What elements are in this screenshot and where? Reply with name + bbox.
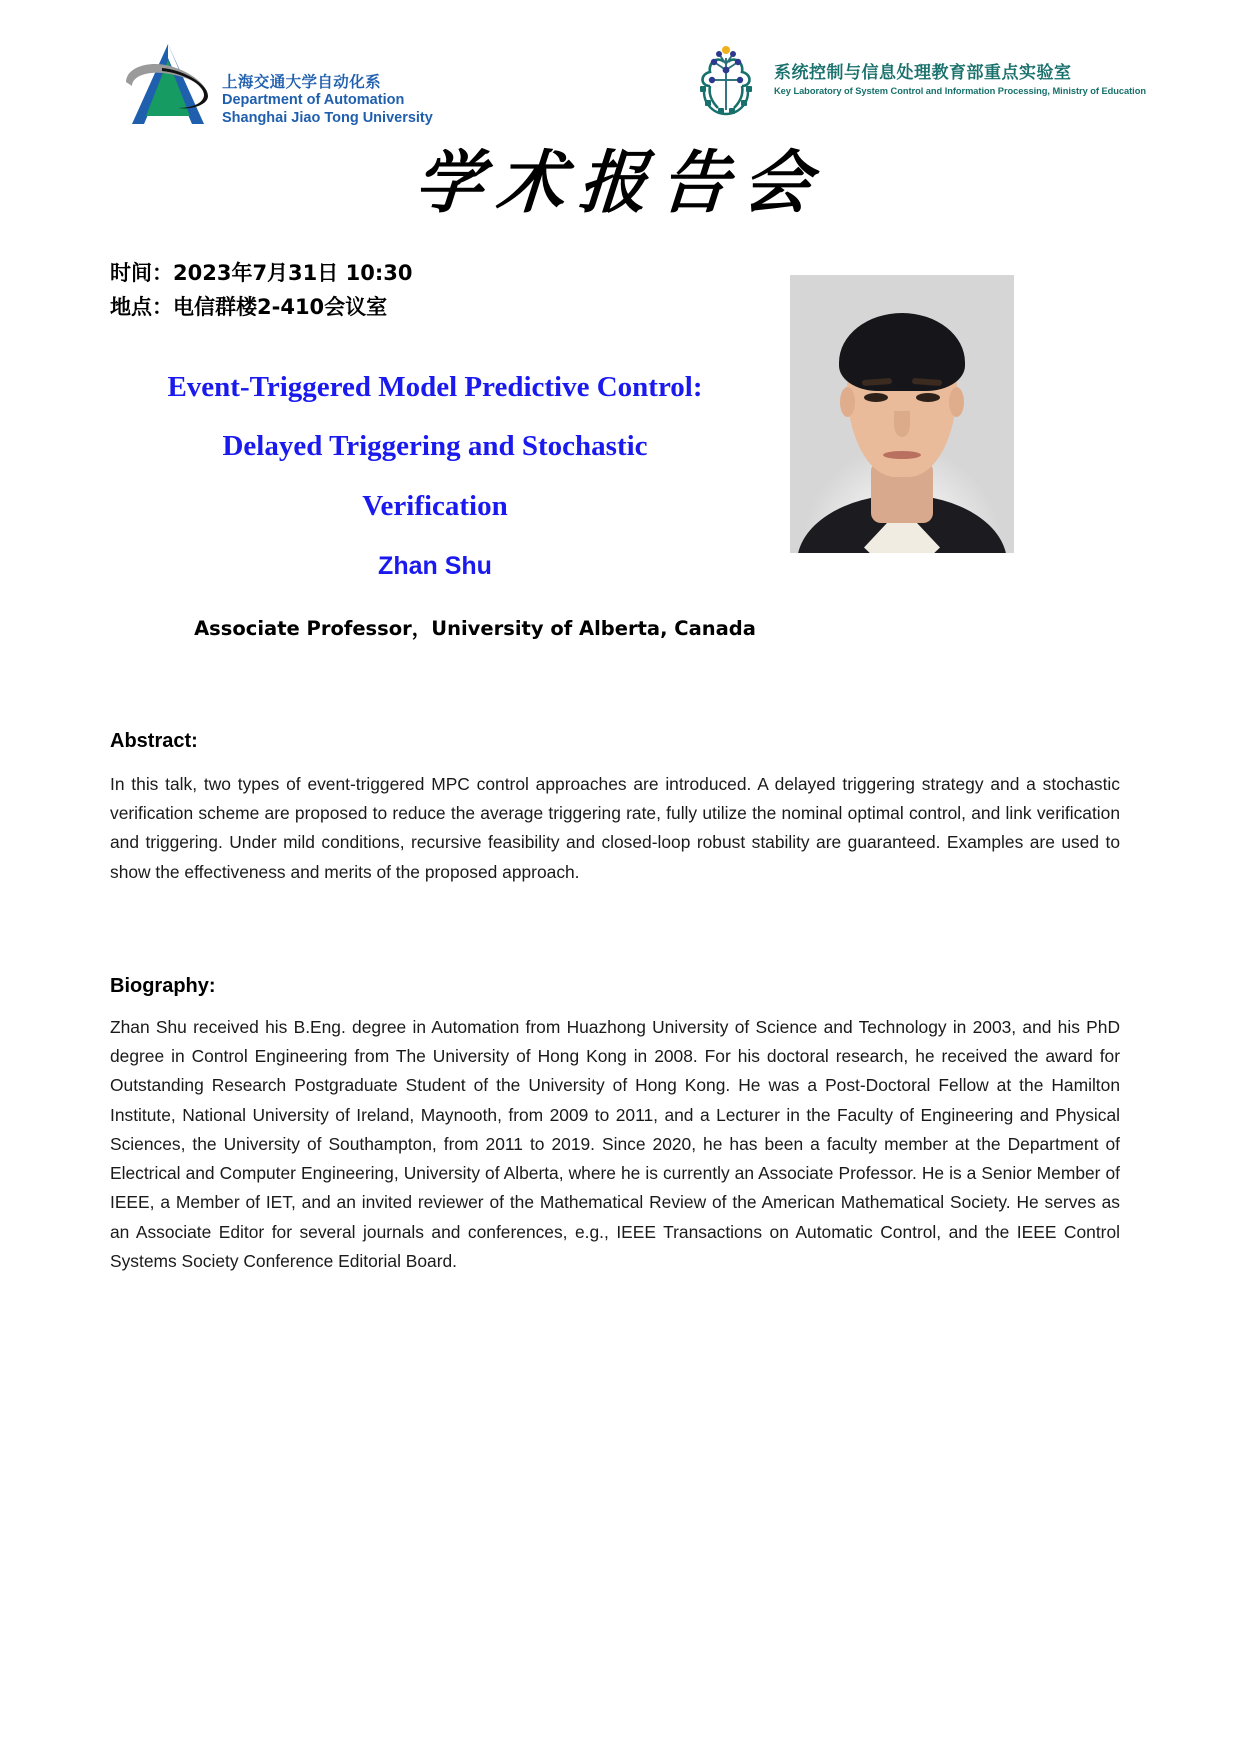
event-place: 地点：电信群楼2-410会议室 (110, 295, 388, 320)
portrait-eye-left (864, 393, 888, 402)
banner-title: 学术报告会 (412, 143, 828, 223)
portrait-mouth (883, 451, 921, 459)
event-meta (110, 256, 412, 324)
sjtu-logo-icon (122, 38, 214, 130)
key-laboratory-logo-cn: 系统控制与信息处理教育部重点实验室 (774, 63, 1072, 84)
sjtu-automation-logo (122, 38, 433, 130)
talk-title-line-3: Verification (362, 489, 508, 522)
key-laboratory-logo (688, 40, 1146, 116)
talk-title-line-2: Delayed Triggering and Stochastic (222, 430, 648, 463)
portrait-eye-right (916, 393, 940, 402)
speaker-affiliation: Associate Professor，University of Alberta, Canada (194, 617, 756, 640)
biography-heading: Biography: (110, 975, 216, 997)
event-time: 时间：2023年7月31日 10:30 (110, 261, 413, 285)
sjtu-logo-text (222, 73, 433, 130)
biography-body: Zhan Shu received his B.Eng. degree in Automation from Huazhong University of Science and Technology in 2003, and his PhD degree in Control Engineering from The University of Hong Kong in 2008. For his doctoral research, he received the award for Outstanding Research Postgraduate Student of the University of Hong Kong. He was a Post-Doctoral Fellow at the Hamilton Institute, National University of Ireland, Maynooth, from 2009 to 2011, and a Lecturer in the Faculty of Engineering and Physical Sciences, the University of Southampton, from 2011 to 2019. Since 2020, he has been a faculty member at the Department of Electrical and Computer Engineering, University of Alberta, where he is currently an Associate Professor. He is a Senior Member of IEEE, a Member of IET, and an invited reviewer of the Mathematical Review of the American Mathematical Society. He serves as an Associate Editor for several journals and conferences, e.g., IEEE Transactions on Automatic Control, and the IEEE Control Systems Society Conference Editorial Board. (110, 1017, 1120, 1271)
sjtu-logo-cn: 上海交通大学自动化系 (222, 72, 382, 91)
portrait-hair (839, 313, 965, 391)
abstract-heading: Abstract: (110, 730, 198, 752)
talk-title (90, 358, 780, 536)
sjtu-logo-en2: Shanghai Jiao Tong University (222, 109, 433, 126)
speaker-portrait (790, 275, 1014, 553)
poster-header (0, 0, 1240, 150)
talk-title-line-1: Event-Triggered Model Predictive Control: (167, 371, 703, 403)
portrait-ear-right (949, 387, 964, 417)
speaker-name: Zhan Shu (378, 552, 492, 580)
portrait-ear-left (840, 387, 855, 417)
sjtu-logo-en1: Department of Automation (222, 92, 405, 109)
abstract-body: In this talk, two types of event-triggered MPC control approaches are introduced. A delayed triggering strategy and a stochastic verification scheme are proposed to reduce the average triggering rate, fully utilize the nominal optimal control, and link verification and triggering. Under mild conditions, recursive feasibility and closed-loop robust stability are guaranteed. Examples are used to show the effectiveness and merits of the proposed approach. (110, 774, 1120, 882)
portrait-nose (894, 411, 910, 437)
key-laboratory-logo-text (774, 58, 1146, 97)
key-laboratory-logo-en: Key Laboratory of System Control and Information Processing, Ministry of Education (774, 85, 1146, 96)
key-laboratory-logo-icon (688, 40, 764, 116)
